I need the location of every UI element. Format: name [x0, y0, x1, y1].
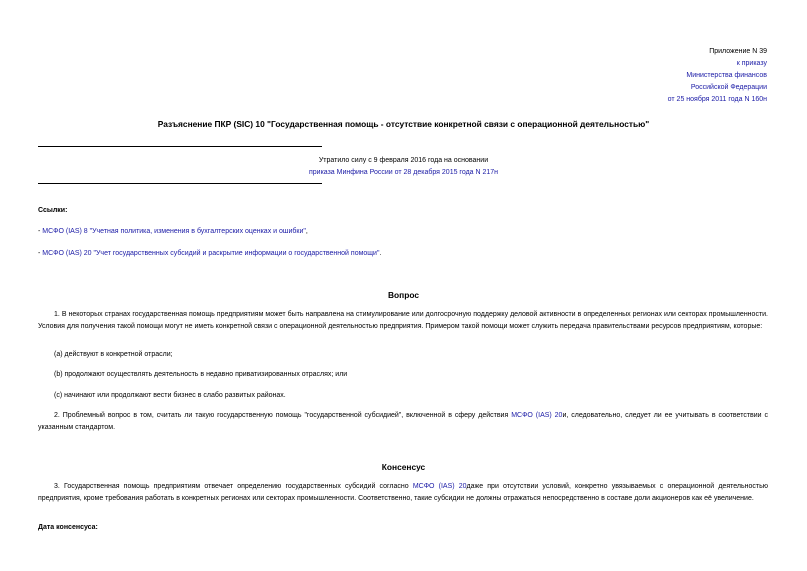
references-colon: : [65, 207, 68, 214]
reference-item-1 [38, 226, 768, 238]
reference-1-prefix: - [38, 228, 43, 235]
paragraph-3-end: даже при отсутствии условий, конкретно увязываемых с операционной деятельностью предприятия, кроме требования работать в конкретных регионах или секторах промышленности. Соответственно, такие субсидии не должны отражаться непосредственно в составе доли акционеров как её увеличение. [38, 483, 768, 502]
question-item-c: (c) начинают или продолжают вести бизнес в слабо развитых районах. [54, 392, 286, 399]
void-notice [0, 155, 807, 179]
question-item-a: (a) действуют в конкретной отрасли; [54, 351, 173, 358]
void-notice-link[interactable]: приказа Минфина России от 28 декабря 2015 года N 217н [308, 169, 499, 176]
paragraph-3-link[interactable]: МСФО (IAS) 20 [412, 483, 467, 490]
consensus-heading: Консенсус [381, 462, 426, 472]
consensus-date-label: Дата консенсуса: [38, 524, 98, 531]
reference-2-link[interactable]: МСФО (IAS) 20 "Учет государственных субсидий и раскрытие информации о государственной помощи" [42, 250, 380, 257]
divider-bottom [38, 183, 322, 184]
paragraph-3-start: 3. Государственная помощь предприятиям отвечает определению государственных субсидий согласно [54, 483, 413, 490]
appendix-block [668, 46, 767, 106]
reference-2-prefix: - [38, 250, 43, 257]
references-label: Ссылки [38, 207, 66, 214]
appendix-line-3[interactable]: Министерства финансов [686, 72, 767, 79]
question-paragraph-2 [38, 410, 768, 433]
reference-2-suffix: . [379, 250, 382, 257]
reference-item-2 [38, 248, 768, 260]
appendix-line-2[interactable]: к приказу [736, 60, 767, 67]
void-notice-text: Утратило силу с 9 февраля 2016 года на основании [318, 157, 489, 164]
divider-top [38, 146, 322, 147]
paragraph-2-start: 2. Проблемный вопрос в том, считать ли такую государственную помощь "государственной субсидией", включенной в сферу действия [54, 412, 512, 419]
references-label-row [38, 205, 768, 217]
appendix-line-4[interactable]: Российской Федерации [690, 84, 767, 91]
consensus-paragraph-3 [38, 481, 768, 504]
appendix-line-1: Приложение N 39 [709, 48, 767, 55]
question-paragraph-1: 1. В некоторых странах государственная помощь предприятиям может быть направлена на стимулирование или долгосрочную поддержку деловой активности в определенных регионах или секторах промышленности. Условия для получения такой помощи могут не иметь конкретной связи с операционной деятельностью предприятия. Примером такой помощи может служить передача правительствами ресурсов предприятиям, которые: [38, 311, 768, 330]
document-title: Разъяснение ПКР (SIC) 10 "Государственная помощь - отсутствие конкретной связи с операционной деятельностью" [157, 119, 650, 129]
paragraph-2-end: и, следовательно, следует ли ее учитывать в соответствии с указанным стандартом. [38, 412, 769, 431]
question-item-b: (b) продолжают осуществлять деятельность в недавно приватизированных отраслях; или [54, 371, 348, 378]
reference-1-suffix: , [305, 228, 308, 235]
paragraph-2-link[interactable]: МСФО (IAS) 20 [511, 412, 563, 419]
reference-1-link[interactable]: МСФО (IAS) 8 "Учетная политика, изменения в бухгалтерских оценках и ошибки" [42, 228, 306, 235]
question-heading: Вопрос [387, 290, 419, 300]
appendix-line-5[interactable]: от 25 ноября 2011 года N 160н [667, 96, 767, 103]
